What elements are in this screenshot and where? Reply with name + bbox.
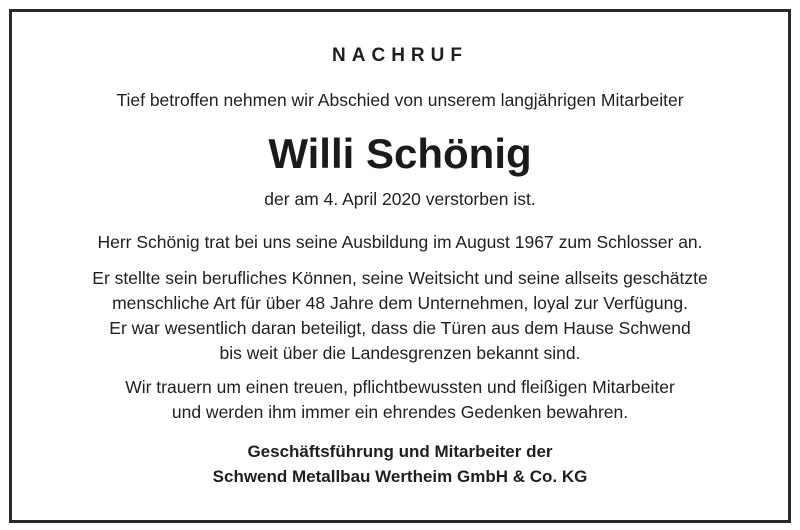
paragraph-apprenticeship: Herr Schönig trat bei uns seine Ausbildung im August 1967 zum Schlosser an. xyxy=(97,232,703,252)
signature-line: Geschäftsführung und Mitarbeiter der xyxy=(247,442,553,461)
paragraph-line: menschliche Art für über 48 Jahre dem Unternehmen, loyal zur Verfügung. xyxy=(112,293,688,313)
paragraph-line: Er stellte sein berufliches Können, seine Weitsicht und seine allseits geschätzte xyxy=(92,268,708,288)
paragraph-line: Er war wesentlich daran beteiligt, dass die Türen aus dem Hause Schwend xyxy=(109,318,691,338)
date-of-death-line: der am 4. April 2020 verstorben ist. xyxy=(264,189,536,209)
paragraph-career xyxy=(0,266,800,366)
signature-block xyxy=(0,439,800,489)
paragraph-line: Wir trauern um einen treuen, pflichtbewussten und fleißigen Mitarbeiter xyxy=(125,377,675,397)
paragraph-line: und werden ihm immer ein ehrendes Gedenken bewahren. xyxy=(171,402,629,422)
paragraph-line: bis weit über die Landesgrenzen bekannt sind. xyxy=(219,343,581,363)
intro-text: Tief betroffen nehmen wir Abschied von unserem langjährigen Mitarbeiter xyxy=(116,90,684,110)
paragraph-mourning xyxy=(0,375,800,425)
signature-company: Schwend Metallbau Wertheim GmbH & Co. KG xyxy=(212,467,588,486)
deceased-name: Willi Schönig xyxy=(268,130,532,177)
notice-heading: NACHRUF xyxy=(332,45,468,66)
